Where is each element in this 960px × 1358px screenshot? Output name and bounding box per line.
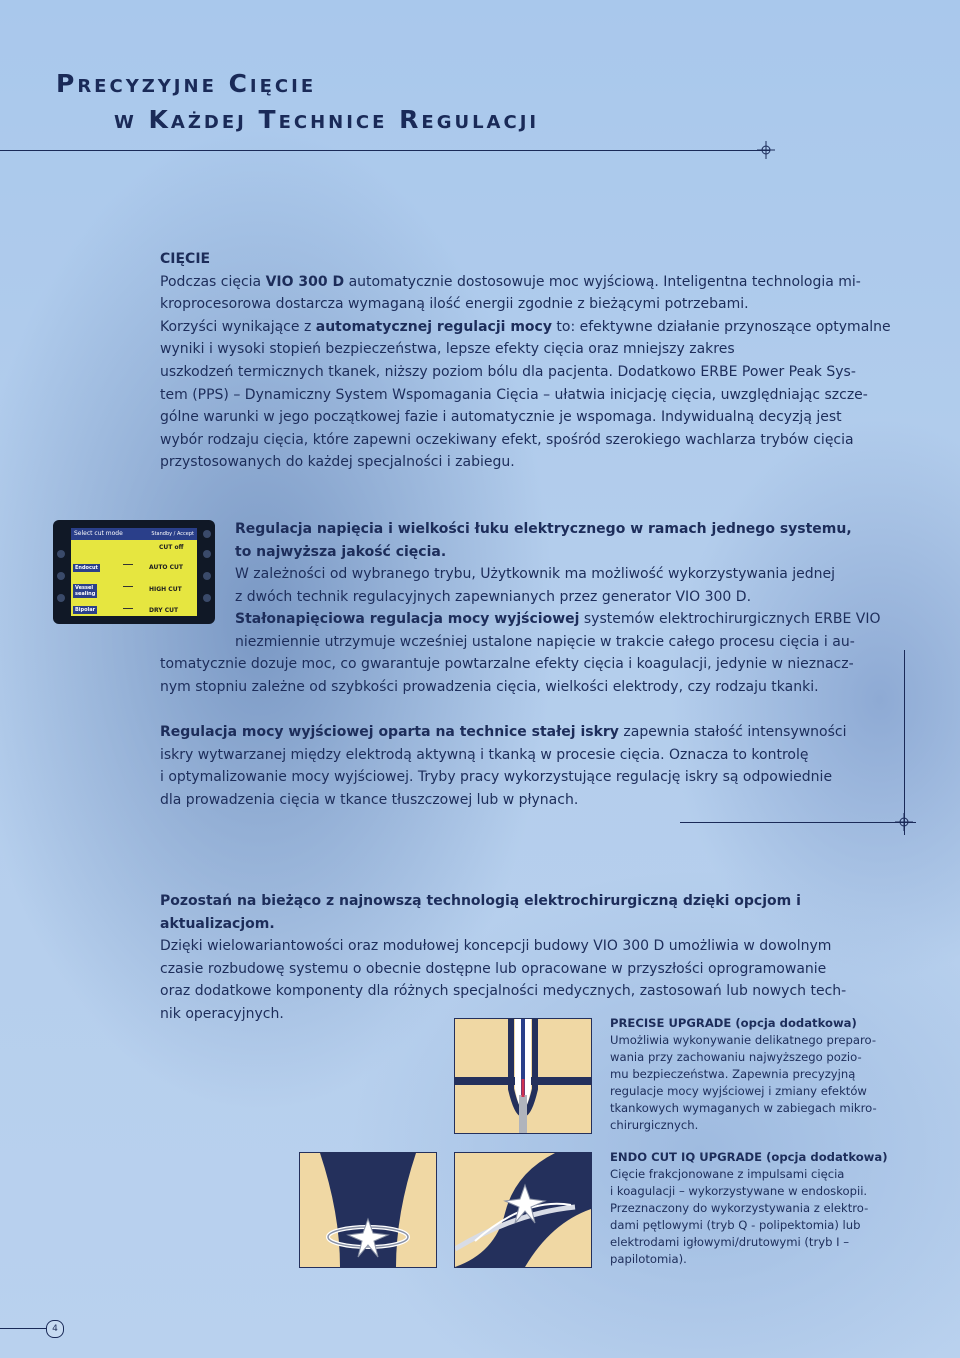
option-title: ENDO CUT IQ UPGRADE (opcja dodatkowa) (610, 1150, 888, 1164)
section-updates (160, 890, 900, 1026)
screen-side-label: Endocut (75, 565, 98, 571)
device-button (203, 530, 211, 538)
page-title (56, 66, 539, 138)
side-rule (904, 650, 905, 835)
section-heading: Pozostań na bieżąco z najnowszą technologią elektrochirurgiczną dzięki opcjom i aktualizacjom. (160, 893, 801, 932)
text-line: i optymalizowanie mocy wyjściowej. Tryby pracy wykorzystujące regulację iskry są odpowiednie (160, 769, 833, 786)
screen-label: CUT off (159, 544, 184, 551)
device-button (57, 550, 65, 558)
page-number: 4 (46, 1320, 64, 1338)
text-line: oraz dodatkowe komponenty dla różnych specjalności medycznych, zastosowań lub nowych tech- (160, 983, 847, 1000)
text-line: czasie rozbudowę systemu o obecnie dostępne lub opracowane w przyszłości oprogramowanie (160, 960, 827, 977)
text-line: nym stopniu zależne od szybkości prowadzenia cięcia, wielkości elektrody, czy rodzaju tkanki. (160, 678, 819, 695)
text-line: kroprocesorowa dostarcza wymaganą ilość energii zgodnie z bieżącymi potrzebami. (160, 296, 749, 313)
device-button (57, 594, 65, 602)
device-button (203, 572, 211, 580)
screen-header: Select cut mode Standby / Accept (71, 528, 197, 540)
device-display (53, 520, 215, 624)
option-title: PRECISE UPGRADE (opcja dodatkowa) (610, 1016, 857, 1030)
text-line: tkankowych wymaganych w zabiegach mikro- (610, 1101, 877, 1115)
section-spark (160, 721, 880, 811)
text-line: z dwóch technik regulacyjnych zapewnianych przez generator VIO 300 D. (235, 588, 752, 605)
text-line: dami pętlowymi (tryb Q - polipektomia) lub (610, 1218, 861, 1232)
text-line: tem (PPS) – Dynamiczny System Wspomagania Cięcia – ułatwia inicjację cięcia, uwzględniając szcze- (160, 386, 868, 403)
wire-electrode-illustration (454, 1152, 592, 1268)
text-line: tomatycznie dozuje moc, co gwarantuje powtarzalne efekty cięcia i koagulacji, jedynie w nieznacz- (160, 656, 854, 672)
section-heading: CIĘCIE (160, 251, 211, 267)
section-voltage-cont (160, 653, 900, 698)
text-line: Podczas cięcia VIO 300 D automatycznie dostosowuje moc wyjściową. Inteligentna technologia mi- (160, 273, 861, 290)
text-line: niezmiennie utrzymuje wcześniej ustalone napięcie w trakcie całego procesu cięcia i au- (235, 633, 855, 650)
text-line: wybór rodzaju cięcia, które zapewni oczekiwany efekt, spośród szerokiego wachlarza trybów cięcia (160, 431, 854, 448)
text-line: Przeznaczony do wykorzystywania z elektro- (610, 1201, 869, 1215)
loop-electrode-illustration (299, 1152, 437, 1268)
section-cutting (160, 248, 900, 474)
crosshair-icon (757, 141, 775, 159)
screen-label: DRY CUT (149, 607, 179, 614)
text-line: i koagulacji – wykorzystywane w endoskopii. (610, 1184, 868, 1198)
screen-label: AUTO CUT (149, 564, 183, 571)
text-line: nik operacyjnych. (160, 1005, 284, 1022)
section-heading: Regulacja napięcia i wielkości łuku elektrycznego w ramach jednego systemu, (235, 521, 852, 537)
text-line: Cięcie frakcjonowane z impulsami cięcia (610, 1167, 845, 1181)
device-button (57, 572, 65, 580)
text-line: wania przy zachowaniu najwyższego pozio- (610, 1050, 862, 1064)
section-voltage (235, 518, 895, 654)
section-heading: to najwyższa jakość cięcia. (235, 543, 447, 560)
text-line: Dzięki wielowariantowości oraz modułowej koncepcji budowy VIO 300 D umożliwia w dowolnym (160, 938, 832, 955)
text-line: Korzyści wynikające z automatycznej regulacji mocy to: efektywne działanie przynoszące optymalne (160, 318, 891, 335)
device-screen (71, 528, 197, 616)
side-rule-h (680, 822, 916, 823)
text-line: przystosowanych do każdej specjalności i zabiegu. (160, 454, 515, 471)
text-line: dla prowadzenia cięcia w tkance tłuszczowej lub w płynach. (160, 791, 579, 808)
footer-rule (0, 1328, 46, 1329)
title-line-1: Precyzyjne Cięcie (56, 69, 317, 98)
text-line: elektrodami igłowymi/drutowymi (tryb I – (610, 1235, 850, 1249)
text-line: papilotomia). (610, 1252, 687, 1266)
screen-side-label: Vessel sealing (75, 585, 96, 597)
text-line: W zależności od wybranego trybu, Użytkownik ma możliwość wykorzystywania jednej (235, 566, 836, 583)
slider-mark (123, 564, 133, 565)
text-line: wyniki i wysoki stopień bezpieczeństwa, lepsze efekty cięcia oraz mniejszy zakres (160, 341, 735, 358)
device-button (203, 594, 211, 602)
text-line: Umożliwia wykonywanie delikatnego preparo- (610, 1033, 876, 1047)
endocut-upgrade (610, 1149, 900, 1268)
text-line: iskry wytwarzanej między elektrodą aktywną i tkanką w procesie cięcia. Oznacza to kontrolę (160, 746, 809, 763)
text-line: mu bezpieczeństwa. Zapewnia precyzyjną (610, 1067, 856, 1081)
precise-upgrade (610, 1015, 900, 1134)
screen-label: HIGH CUT (149, 586, 182, 593)
text-line: gólne warunki w jego początkowej fazie i automatycznie je wspomaga. Indywidualną decyzją jest (160, 409, 842, 426)
screen-side-label: Bipolar (75, 607, 96, 613)
slider-mark (123, 608, 133, 609)
device-button (203, 550, 211, 558)
crosshair-icon (895, 813, 913, 831)
text-line: Stałonapięciowa regulacja mocy wyjściowej systemów elektrochirurgicznych ERBE VIO (235, 611, 881, 628)
needle-electrode-illustration (454, 1018, 592, 1134)
text-line: Regulacja mocy wyjściowej oparta na technice stałej iskry zapewnia stałość intensywności (160, 724, 847, 740)
title-line-2: w Każdej Technice Regulacji (114, 105, 540, 134)
slider-mark (123, 586, 133, 587)
text-line: uszkodzeń termicznych tkanek, niższy poziom bólu dla pacjenta. Dodatkowo ERBE Power Peak Sys- (160, 363, 856, 380)
text-line: chirurgicznych. (610, 1118, 699, 1132)
title-rule (0, 150, 770, 151)
text-line: regulacje mocy wyjściowej i zmiany efektów (610, 1084, 867, 1098)
